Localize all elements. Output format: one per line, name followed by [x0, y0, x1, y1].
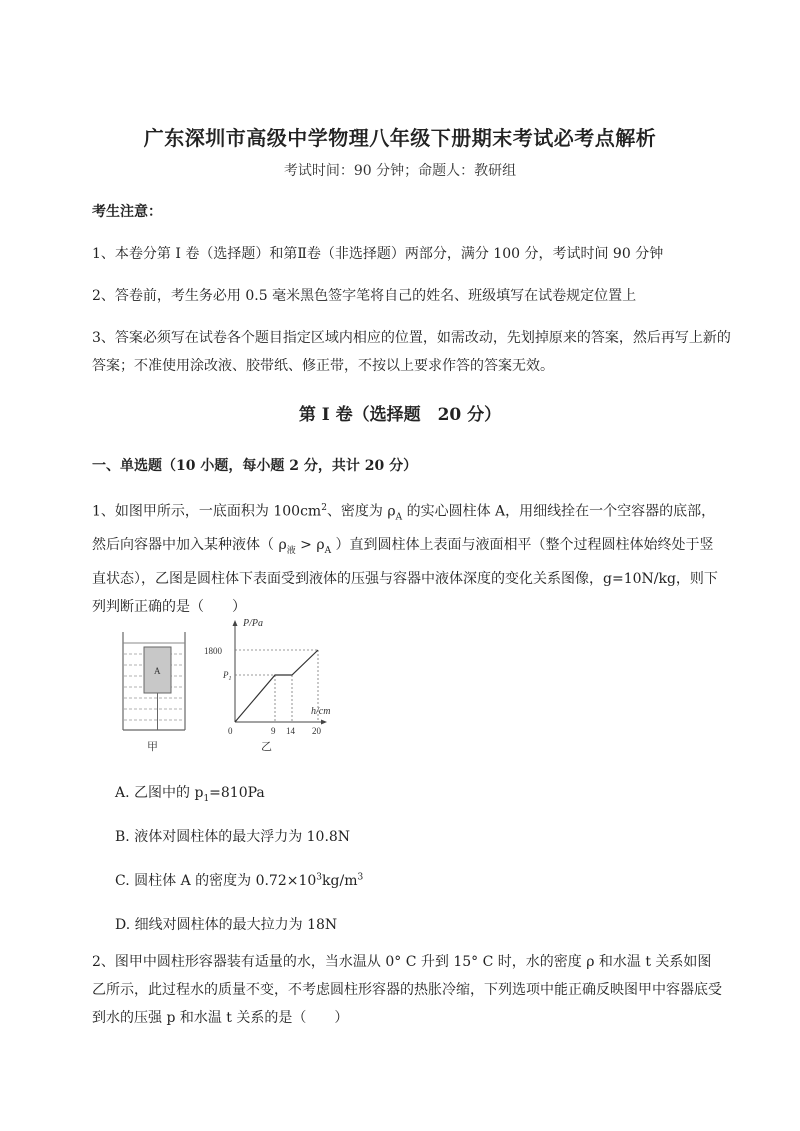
page-subtitle: 考试时间：90 分钟；命题人：教研组: [283, 163, 517, 179]
page-title: 广东深圳市高级中学物理八年级下册期末考试必考点解析: [143, 126, 657, 150]
notice-item-1: 1、本卷分第 I 卷（选择题）和第Ⅱ卷（非选择题）两部分，满分 100 分，考试时间 90 分钟: [92, 246, 664, 262]
x-axis-label: h/cm: [311, 706, 331, 717]
option-a[interactable]: A. 乙图中的 $p_1=810Pa$: [115, 785, 265, 804]
question-1-figure: [115, 612, 365, 757]
figure-yi-label: 乙: [261, 740, 272, 753]
notice-item-3: 3、答案必须写在试卷各个题目指定区域内相应的位置，如需改动，先划掉原来的答案，然后再写上新的答案；不准使用涂改液、胶带纸、修正带，不按以上要求作答的答案无效。: [92, 330, 731, 374]
container-diagram: [123, 632, 185, 753]
option-d[interactable]: D. 细线对圆柱体的最大拉力为 18N: [115, 917, 338, 933]
pressure-depth-graph: [204, 618, 330, 753]
origin-label: 0: [228, 726, 233, 736]
x-tick-20: 20: [312, 726, 321, 736]
part-heading: 一、单选题（10 小题，每小题 2 分，共计 20 分）: [92, 458, 418, 474]
question-2-stem: 2、图甲中圆柱形容器装有适量的水，当水温从 0° C 升到 15° C 时，水的密度 ρ 和水温 t 关系如图乙所示，此过程水的质量不变，不考虑圆柱形容器的热胀冷缩，下列选项中能正确反映图甲中容器底受到水的压强 p 和水温 t 关系的是（ ）: [92, 954, 722, 1026]
block-label: A: [154, 666, 161, 676]
option-b[interactable]: B. 液体对圆柱体的最大浮力为 10.8N: [115, 829, 351, 845]
question-1-stem: 1、如图甲所示，一底面积为 $100cm^2$、密度为 $\rho_A$ 的实心圆柱体 A，用细线拴在一个空容器的底部，然后向容器中加入某种液体（ $\rho_液 > \rho_A$ ）直到圆柱体上表面与液面相平（整个过程圆柱体始终处于竖直状态），乙图是圆柱体下表面受到液体的压强与容器中液体深度的变化关系图像，g=10N/kg，则下列判断正确的是（ ）: [92, 503, 718, 616]
y-tick-p1: $P_1$: [223, 670, 232, 682]
notice-heading: 考生注意：: [92, 204, 162, 220]
section-title: 第 I 卷（选择题 20 分）: [298, 405, 502, 425]
option-c[interactable]: C. 圆柱体 A 的密度为 $0.72\times 10^3kg/m^3$: [115, 872, 364, 889]
pressure-curve: [235, 650, 318, 722]
x-tick-9: 9: [271, 726, 276, 736]
notice-item-2: 2、答卷前，考生务必用 0.5 毫米黑色签字笔将自己的姓名、班级填写在试卷规定位置上: [92, 288, 637, 304]
x-tick-14: 14: [286, 726, 295, 736]
y-tick-1800: 1800: [204, 646, 222, 656]
y-axis-label: P/Pa: [243, 618, 263, 629]
figure-jia-label: 甲: [147, 740, 158, 753]
